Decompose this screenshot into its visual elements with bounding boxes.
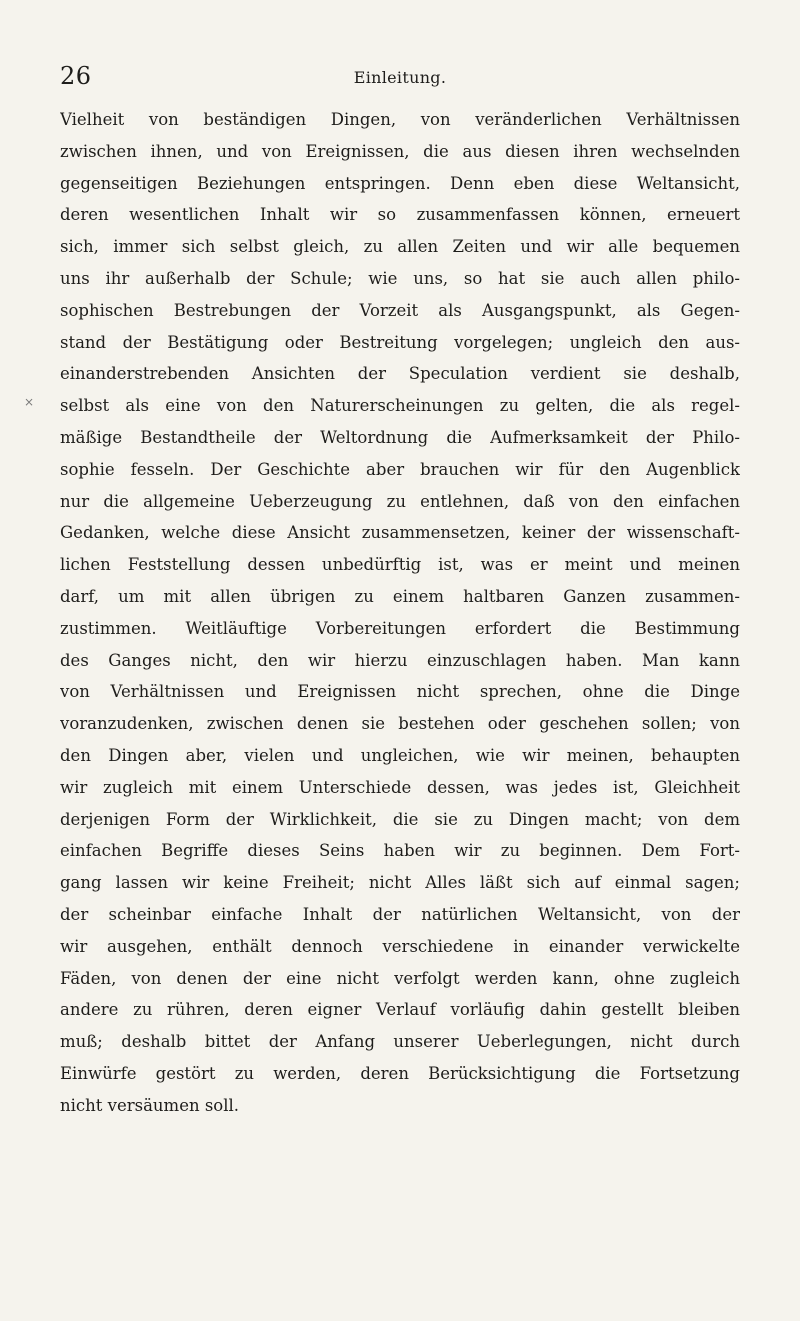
text-line: einanderstrebenden Ansichten der Speculation verdient sie deshalb, [60, 364, 740, 384]
text-line: muß; deshalb bittet der Anfang unserer Ueberlegungen, nicht durch [60, 1032, 740, 1052]
text-line: zustimmen. Weitläuftige Vorbereitungen erfordert die Bestimmung [60, 618, 740, 638]
text-line: darf, um mit allen übrigen zu einem haltbaren Ganzen zusammen- [60, 586, 740, 606]
text-line: nur die allgemeine Ueberzeugung zu entlehnen, daß von den einfachen [60, 491, 740, 511]
text-line: sophie fesseln. Der Geschichte aber brauchen wir für den Augenblick [60, 459, 740, 479]
text-line: nicht versäumen soll. [60, 1095, 240, 1115]
text-line: andere zu rühren, deren eigner Verlauf vorläufig dahin gestellt bleiben [60, 1000, 740, 1020]
text-line: wir ausgehen, enthält dennoch verschiedene in einander verwickelte [60, 936, 740, 956]
text-line: Einwürfe gestört zu werden, deren Berücksichtigung die Fortsetzung [60, 1063, 740, 1083]
text-line: Vielheit von beständigen Dingen, von veränderlichen Verhältnissen [60, 110, 740, 129]
text-line: einfachen Begriffe dieses Seins haben wir zu beginnen. Dem Fort- [60, 841, 740, 861]
text-line: selbst als eine von den Naturerscheinungen zu gelten, die als regel- [60, 396, 740, 416]
text-line: derjenigen Form der Wirklichkeit, die sie zu Dingen macht; von dem [60, 809, 740, 829]
text-line: stand der Bestätigung oder Bestreitung vorgelegen; ungleich den aus- [60, 332, 740, 352]
text-line: voranzudenken, zwischen denen sie bestehen oder geschehen sollen; von [60, 714, 740, 734]
text-line: mäßige Bestandtheile der Weltordnung die Aufmerksamkeit der Philo- [60, 427, 740, 447]
text-line: gang lassen wir keine Freiheit; nicht Alles läßt sich auf einmal sagen; [60, 873, 740, 893]
text-line: wir zugleich mit einem Unterschiede dessen, was jedes ist, Gleichheit [60, 777, 740, 797]
page-number: 26 [60, 62, 92, 90]
text-line: zwischen ihnen, und von Ereignissen, die aus diesen ihren wechselnden [60, 141, 740, 161]
running-head: Einleitung. [353, 68, 447, 87]
text-line: sich, immer sich selbst gleich, zu allen Zeiten und wir alle bequemen [60, 237, 740, 257]
text-line: den Dingen aber, vielen und ungleichen, wie wir meinen, behaupten [60, 745, 740, 765]
text-line: von Verhältnissen und Ereignissen nicht sprechen, ohne die Dinge [60, 682, 740, 702]
text-line: uns ihr außerhalb der Schule; wie uns, so hat sie auch allen philo- [60, 268, 740, 288]
text-line: Gedanken, welche diese Ansicht zusammensetzen, keiner der wissenschaft- [60, 523, 740, 543]
text-line: lichen Feststellung dessen unbedürftig ist, was er meint und meinen [60, 555, 740, 575]
body-text [60, 104, 740, 1122]
text-line: Fäden, von denen der eine nicht verfolgt werden kann, ohne zugleich [60, 968, 740, 988]
text-line: des Ganges nicht, den wir hierzu einzuschlagen haben. Man kann [60, 650, 740, 670]
text-line: der scheinbar einfache Inhalt der natürlichen Weltansicht, von der [60, 904, 740, 924]
page-header [60, 62, 740, 92]
margin-mark: × [24, 395, 35, 409]
text-line: sophischen Bestrebungen der Vorzeit als Ausgangspunkt, als Gegen- [60, 300, 740, 320]
text-line: deren wesentlichen Inhalt wir so zusammenfassen können, erneuert [60, 205, 740, 225]
text-line: gegenseitigen Beziehungen entspringen. Denn eben diese Weltansicht, [60, 173, 740, 193]
